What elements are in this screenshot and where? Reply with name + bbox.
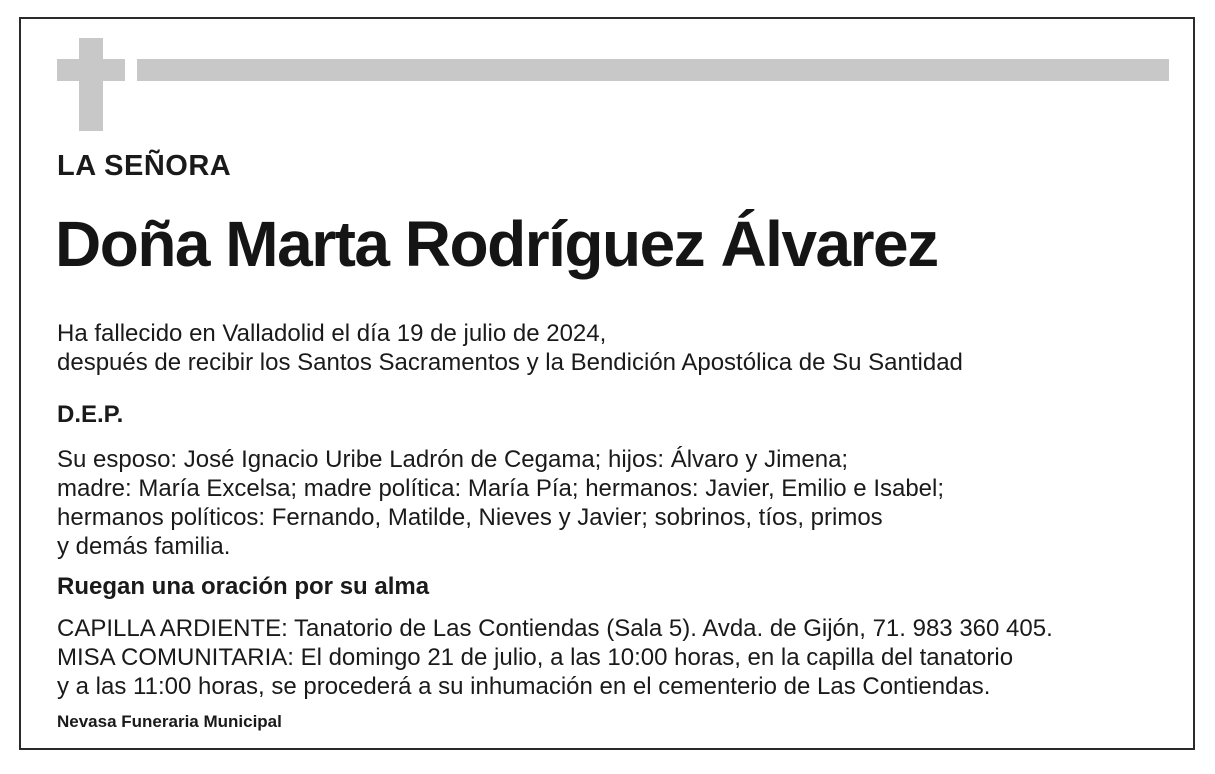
cross-icon [79, 38, 103, 131]
notice-intro: LA SEÑORA [57, 150, 232, 182]
rip-label: D.E.P. [57, 401, 124, 428]
family-line: Su esposo: José Ignacio Uribe Ladrón de Cegama; hijos: Álvaro y Jimena; [57, 446, 849, 473]
service-details [57, 614, 1053, 701]
death-announcement [57, 319, 963, 377]
family-list [57, 445, 944, 561]
prayer-request: Ruegan una oración por su alma [57, 573, 430, 600]
funeral-home: Nevasa Funeraria Municipal [57, 712, 282, 731]
family-line: madre: María Excelsa; madre política: María Pía; hermanos: Javier, Emilio e Isabel; [57, 475, 945, 502]
service-line: MISA COMUNITARIA: El domingo 21 de julio, a las 10:00 horas, en la capilla del tanatorio [57, 644, 1014, 671]
header-rule [137, 59, 1169, 81]
service-line: CAPILLA ARDIENTE: Tanatorio de Las Contiendas (Sala 5). Avda. de Gijón, 71. 983 360 405. [57, 615, 1053, 642]
family-line: y demás familia. [57, 533, 231, 560]
cross-icon-arm [57, 59, 125, 81]
deceased-name: Doña Marta Rodríguez Álvarez [55, 208, 938, 280]
death-line: Ha fallecido en Valladolid el día 19 de julio de 2024, [57, 320, 607, 347]
death-line: después de recibir los Santos Sacramentos y la Bendición Apostólica de Su Santidad [57, 349, 963, 376]
service-line: y a las 11:00 horas, se procederá a su inhumación en el cementerio de Las Contiendas. [57, 673, 991, 700]
family-line: hermanos políticos: Fernando, Matilde, Nieves y Javier; sobrinos, tíos, primos [57, 504, 883, 531]
